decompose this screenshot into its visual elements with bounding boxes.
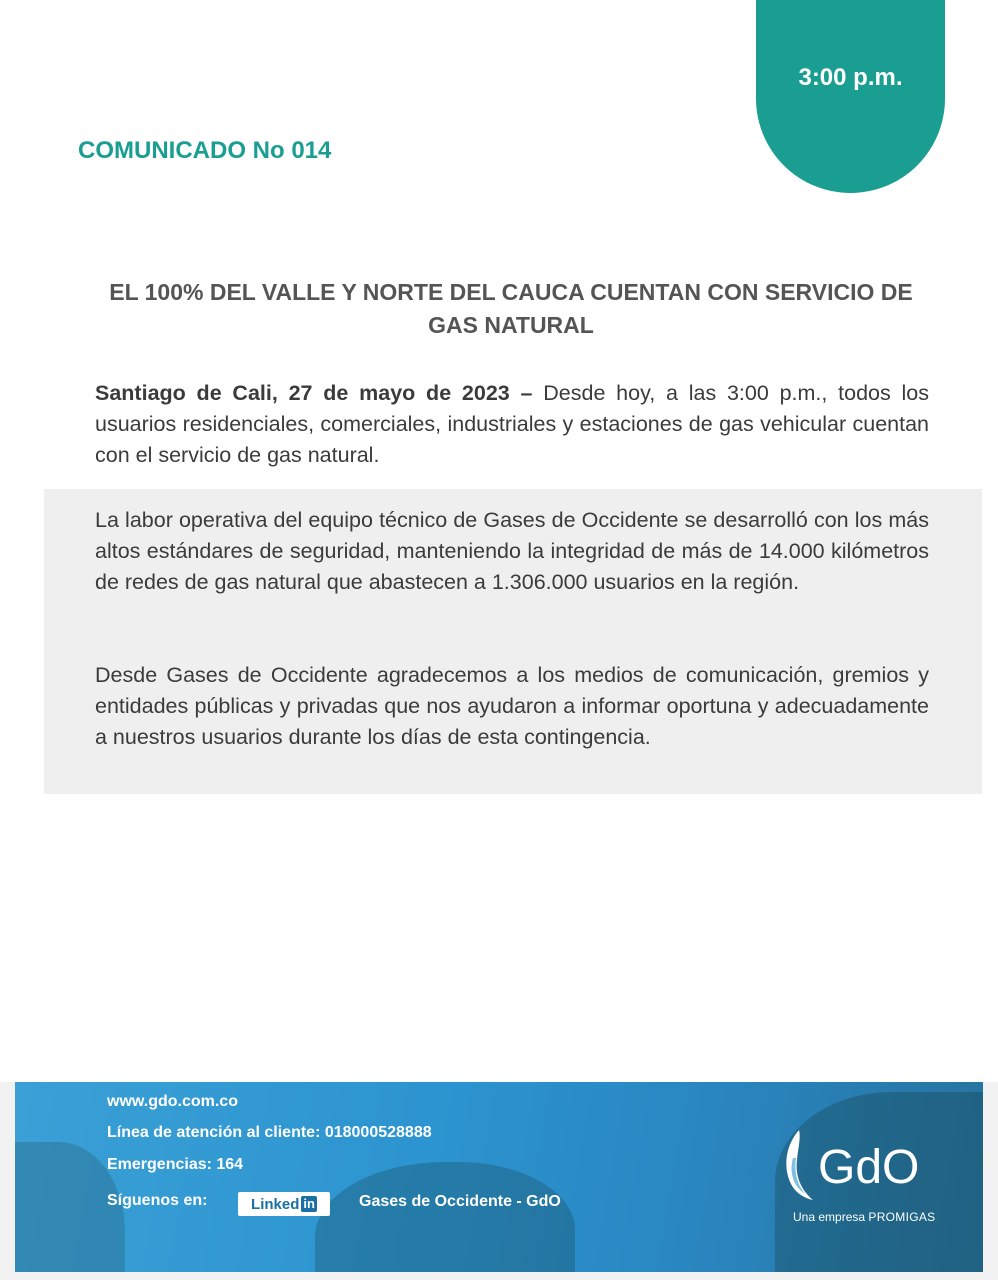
company-social-name: Gases de Occidente - GdO xyxy=(359,1193,561,1210)
gdo-leaf-icon xyxy=(779,1128,815,1202)
comunicado-number: COMUNICADO No 014 xyxy=(78,137,332,164)
gdo-logo: GdO xyxy=(818,1141,920,1194)
linkedin-icon[interactable] xyxy=(238,1192,330,1216)
time-badge xyxy=(756,0,945,193)
tagline-prefix: Una empresa xyxy=(793,1210,866,1224)
rock-shape xyxy=(315,1162,575,1272)
linkedin-in: in xyxy=(303,1196,315,1211)
dateline: Santiago de Cali, 27 de mayo de 2023 – xyxy=(95,381,533,405)
paragraph-operations: La labor operativa del equipo técnico de Gases de Occidente se desarrolló con los más altos estándares de seguridad, manteniendo la integridad de más de 14.000 kilómetros de redes de gas natural que abastecen a 1.306.000 usuarios en la región. xyxy=(95,508,929,594)
promigas-tagline xyxy=(793,1210,935,1224)
paragraph-thanks: Desde Gases de Occidente agradecemos a los medios de comunicación, gremios y entidades públicas y privadas que nos ayudaron a informar oportuna y adecuadamente a nuestros usuarios durante los días de esta contingencia. xyxy=(95,663,929,749)
headline: EL 100% DEL VALLE Y NORTE DEL CAUCA CUENTAN CON SERVICIO DE GAS NATURAL xyxy=(109,279,913,338)
intro-text: Desde hoy, a las 3:00 p.m., todos los usuarios residenciales, comerciales, industriales y estaciones de gas vehicular cuentan con el servicio de gas natural. xyxy=(95,381,929,467)
paragraph-intro xyxy=(95,378,929,471)
emergency-line: Emergencias: 164 xyxy=(107,1156,244,1173)
customer-service-line: Línea de atención al cliente: 018000528888 xyxy=(107,1124,432,1141)
follow-label: Síguenos en: xyxy=(107,1192,208,1209)
linkedin-text: Linked xyxy=(251,1195,300,1213)
time-text: 3:00 p.m. xyxy=(798,64,903,91)
tagline-brand: PROMIGAS xyxy=(868,1210,936,1224)
website-link[interactable]: www.gdo.com.co xyxy=(107,1093,238,1110)
